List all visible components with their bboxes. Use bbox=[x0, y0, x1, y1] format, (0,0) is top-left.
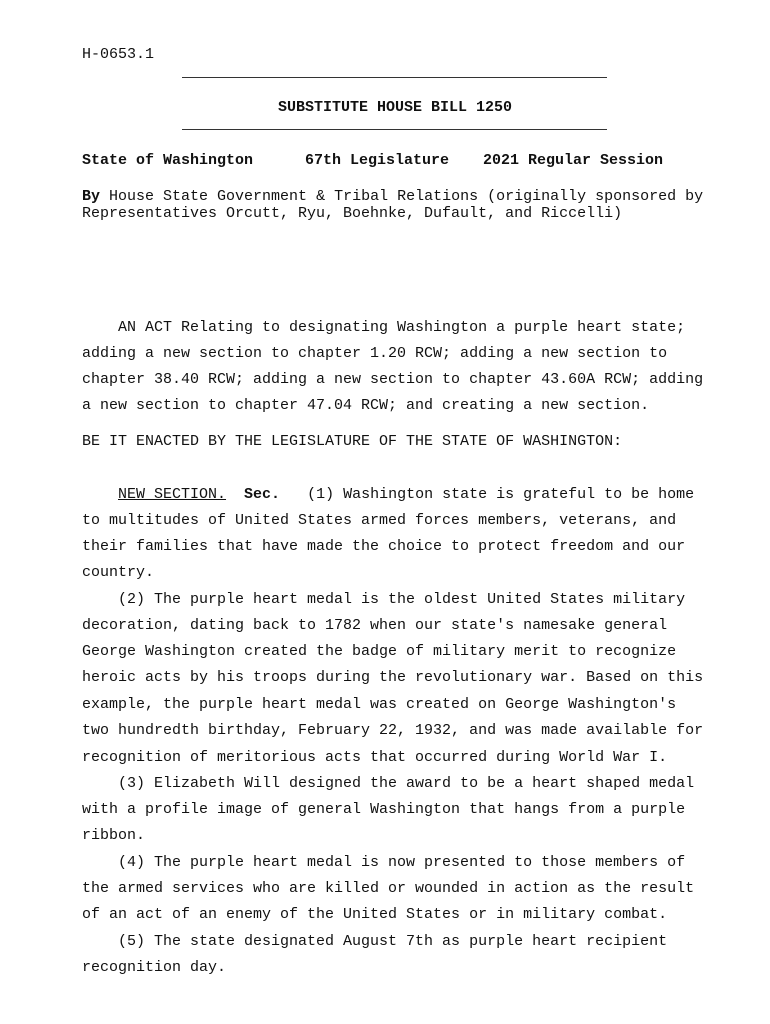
by-label: By bbox=[82, 188, 101, 205]
document-id: H-0653.1 bbox=[82, 46, 155, 63]
new-section-label: NEW SECTION. bbox=[118, 486, 227, 503]
body-line: decoration, dating back to 1782 when our state's namesake general bbox=[82, 617, 668, 634]
sponsor-line-1 bbox=[82, 188, 703, 205]
state-label: State of Washington bbox=[82, 152, 254, 169]
sec-label: Sec. bbox=[244, 486, 281, 503]
act-line: a new section to chapter 47.04 RCW; and creating a new section. bbox=[82, 397, 650, 414]
bill-title: SUBSTITUTE HOUSE BILL 1250 bbox=[277, 99, 513, 116]
title-rule-bottom bbox=[182, 129, 607, 130]
body-line: recognition of meritorious acts that occurred during World War I. bbox=[82, 749, 668, 766]
title-rule-top bbox=[182, 77, 607, 78]
body-line: (5) The state designated August 7th as purple heart recipient bbox=[82, 933, 668, 950]
body-line: George Washington created the badge of military merit to recognize bbox=[82, 643, 677, 660]
body-line: two hundredth birthday, February 22, 1932, and was made available for bbox=[82, 722, 704, 739]
section-1-first-line bbox=[118, 486, 694, 503]
body-line: their families that have made the choice to protect freedom and our bbox=[82, 538, 686, 555]
sec1-first-text: (1) Washington state is grateful to be home bbox=[307, 486, 695, 503]
body-line: to multitudes of United States armed forces members, veterans, and bbox=[82, 512, 677, 529]
sponsor-line-2: Representatives Orcutt, Ryu, Boehnke, Dufault, and Riccelli) bbox=[82, 205, 623, 222]
body-line: with a profile image of general Washington that hangs from a purple bbox=[82, 801, 686, 818]
body-line: country. bbox=[82, 564, 155, 581]
enacting-clause: BE IT ENACTED BY THE LEGISLATURE OF THE STATE OF WASHINGTON: bbox=[82, 433, 623, 450]
act-line: AN ACT Relating to designating Washington a purple heart state; bbox=[82, 319, 686, 336]
body-line: heroic acts by his troops during the revolutionary war. Based on this bbox=[82, 669, 704, 686]
body-line: (3) Elizabeth Will designed the award to be a heart shaped medal bbox=[82, 775, 695, 792]
body-line: (2) The purple heart medal is the oldest United States military bbox=[82, 591, 686, 608]
body-line: ribbon. bbox=[82, 827, 146, 844]
sponsor-text-1: House State Government & Tribal Relations (originally sponsored by bbox=[109, 188, 704, 205]
session-label: 2021 Regular Session bbox=[483, 152, 664, 169]
body-line: recognition day. bbox=[82, 959, 227, 976]
legislature-label: 67th Legislature bbox=[305, 152, 450, 169]
body-line: the armed services who are killed or wounded in action as the result bbox=[82, 880, 695, 897]
body-line: (4) The purple heart medal is now presented to those members of bbox=[82, 854, 686, 871]
body-line: example, the purple heart medal was created on George Washington's bbox=[82, 696, 677, 713]
act-line: adding a new section to chapter 1.20 RCW; adding a new section to bbox=[82, 345, 668, 362]
act-line: chapter 38.40 RCW; adding a new section to chapter 43.60A RCW; adding bbox=[82, 371, 704, 388]
body-line: of an act of an enemy of the United States or in military combat. bbox=[82, 906, 668, 923]
